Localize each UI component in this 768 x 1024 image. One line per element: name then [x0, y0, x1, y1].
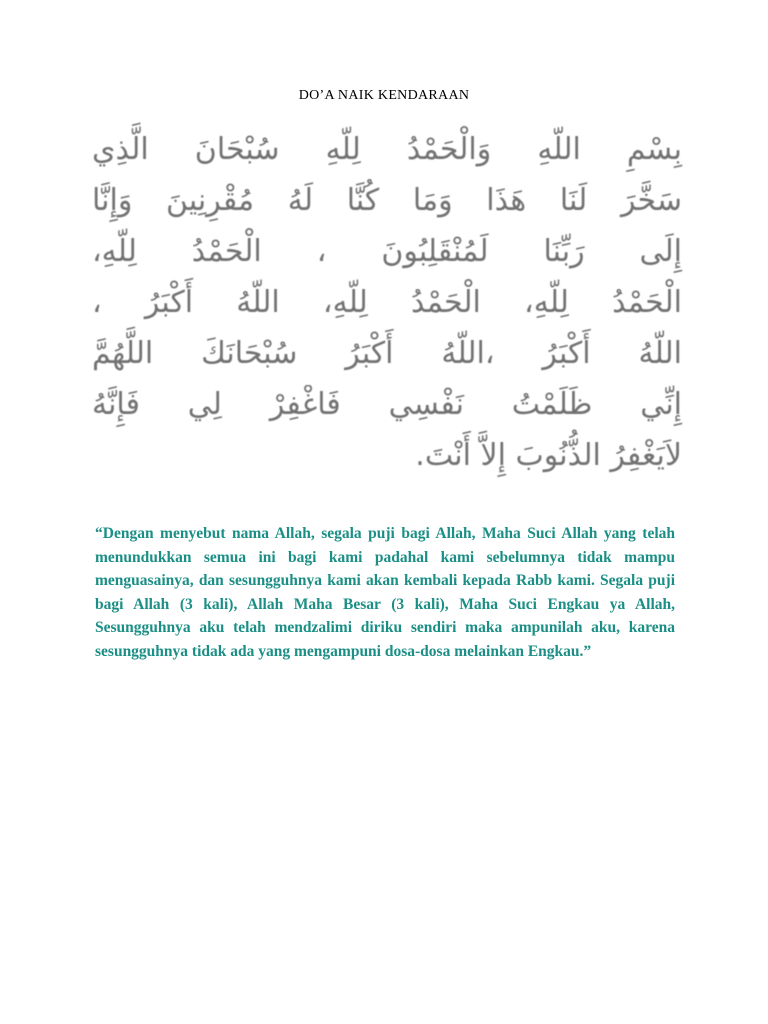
arabic-line-7: لاَيَغْفِرُ الذُّنُوبَ إِلاَّ أَنْتَ.: [415, 438, 682, 473]
translation-paragraph: “Dengan menyebut nama Allah, segala puji bagi Allah, Maha Suci Allah yang telah menundukkan semua ini bagi kami padahal kami sebelumnya tidak mampu menguasainya, dan sesungguhnya kami akan kembali kepada Rabb kami. Segala puji bagi Allah (3 kali), Allah Maha Besar (3 kali), Maha Suci Engkau ya Allah, Sesungguhnya aku telah mendzalimi diriku sendiri maka ampunilah aku, karena sesungguhnya tidak ada yang mengampuni dosa-dosa melainkan Engkau.”: [95, 525, 675, 660]
arabic-line-2: سَخَّرَ لَنَا هَذَا وَمَا كُنَّا لَهُ مُقْرِنِينَ وَإِنَّا: [92, 183, 682, 218]
arabic-line-1: بِسْمِ اللّهِ وَالْحَمْدُ لِلّهِ سُبْحَانَ الَّذِي: [92, 132, 682, 167]
arabic-line-4: الْحَمْدُ لِلّهِ، الْحَمْدُ لِلّهِ، اللّهُ أَكْبَرُ ،: [92, 285, 682, 320]
arabic-line-6: إِنِّي ظَلَمْتُ نَفْسِي فَاغْفِرْ لِي فَإِنَّهُ: [92, 387, 682, 422]
arabic-prayer-image: [92, 124, 682, 481]
document-title: DO’A NAIK KENDARAAN: [298, 88, 470, 103]
arabic-line-5: اللّهُ أَكْبَرُ ،اللّهُ أَكْبَرُ سُبْحَانَكَ اللَّهُمَّ: [92, 336, 682, 371]
arabic-line-3: إِلَى رَبِّنَا لَمُنْقَلِبُونَ ، الْحَمْدُ لِلّهِ،: [92, 234, 682, 269]
